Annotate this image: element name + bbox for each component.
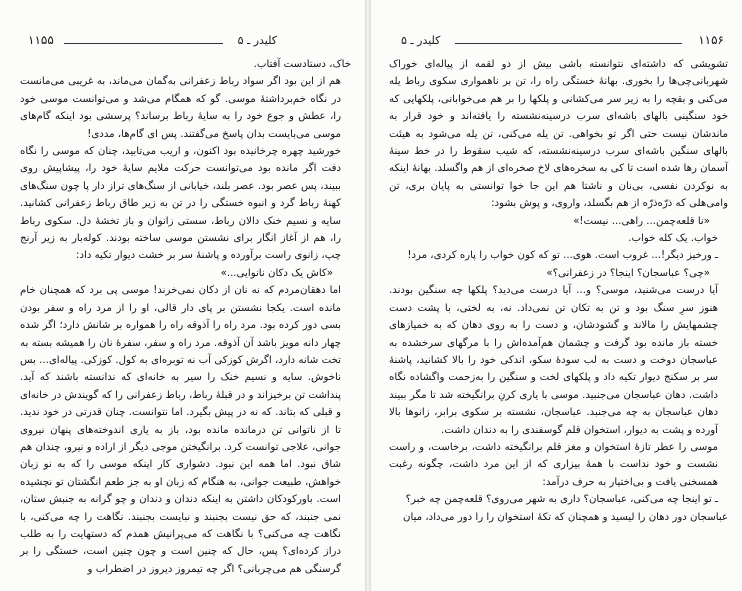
right-running-head: کلیدر ـ ۵ — [401, 34, 441, 47]
right-dialogue-line: ـ ورخیز دیگر!... غروب است. هوی... تو که کون خواب را پاره کردی، مرد! — [407, 250, 718, 262]
left-paragraph: خاک، دستادست آفتاب. — [253, 59, 351, 70]
right-paragraph: خواب. یک کله خواب. — [628, 233, 718, 245]
left-page-header — [28, 33, 351, 51]
right-quote-line: «چی؟ عباسجان؟ اینجا؟ در زعفرانی؟» — [546, 267, 710, 279]
right-page — [371, 0, 742, 591]
right-header-rule — [455, 43, 682, 44]
left-page-body — [20, 56, 351, 578]
left-paragraph: هم از این بود اگر سواد رباط زعفرانی به‌گمان می‌ماند، به غریبی می‌مانست در نگاه خم‌برداشتهٔ موسی. گو که همگام می‌شد و می‌توانست موسی خود را، عطش و جوع خود را به سایهٔ رباط برساند؟ پرسشی بود اینکه گام‌های موسی می‌بایست بدان پاسخ می‌گفتند. پس ای گام‌ها، مددی! — [20, 76, 341, 140]
left-paragraph: خورشید چهره چرخانیده بود اکنون، و اریب می‌تابید، چنان که موسی را نگاه دفت اگر مانده بود می‌توانست حرکت ملایم سایهٔ خود را، پیشاپیش روی ببیند، پس عصر بود. عصر بلند، خیابانی از سنگ‌های تراز دار پا چون سنگ‌های کهنهٔ رباط گرد و انبوه خستگی را در تن به زیر طاق رباط زعفرانی کشانید. سایه و نسیم خنک دالان رباط، سستی زانوان و باز تخشهٔ دل. سکوی رباط را، هم از آغاز انگار برای نشستن موسی ساخته بودند. کوله‌بار به زیر آرنج چپ، زانوی راست برآورده و پاشنهٔ سر بر خشت دیوار تکیه داد: — [20, 146, 341, 262]
right-page-body — [389, 56, 728, 526]
right-quote-line: «نا قلعه‌چمن... راهی... نیست!» — [573, 215, 710, 227]
right-paragraph: آیا درست می‌شنید، موسی؟ و... آیا درست می‌دید؟ پلکها چه سنگین بودند. هنوز سرِ سنگ بود و تن به تکان تن نمی‌داد. نه، به لختی، با پشت دست چشمهایش را مالاند و گشودشان، و دست را به روی دهان که به خمیازهای خسته باز مانده بود گرفت و چشمان هم‌آمده‌اش را با مرگهای سرخشده به عباسجان دوخت و دست به لب سودهٔ سکو، اندکی خود را بالا کشانید، پاشنهٔ سر بر سکنج دیوار تکیه داد و پلکهای لخت و سنگین را به‌زحمت واگشاده نگاه داشت. دهان عباسجان می‌جنبید. موسی با یاری کرنِ برانگیخته شد تا مگر ببیند دهان عباسجان به چه می‌جنبد. عباسجان، نشسته بر سکوی برابر، زانوها بالا آورده و پشت به دیوار، استخوان قلم گوسفندی را به دندان داشت. — [389, 285, 718, 436]
right-dialogue-line: ـ تو اینجا چه می‌کنی، عباسجان؟ داری به شهر می‌روی؟ قلعه‌چمن چه خبر؟ — [405, 494, 718, 506]
right-page-header — [389, 33, 724, 51]
right-paragraph: موسی را عطر تازهٔ استخوان و مغز قلم برانگیخته داشت، برخاست، و راست نشست و خود نداست با همهٔ بیزاری که از این مرد داشت، چگونه رغبت همسخنی یافت و بی‌اختیار به حرف درآمد: — [389, 441, 718, 488]
right-paragraph: عباسجان دور دهان را لیسید و همچنان که تکهٔ استخوان را را دور می‌داد، میان — [403, 511, 728, 523]
left-running-head: کلیدر ـ ۵ — [237, 34, 277, 47]
left-page — [0, 0, 365, 591]
left-page-number: ۱۱۵۵ — [28, 33, 54, 47]
right-paragraph: تشویشی که داشته‌ای نتوانسته باشی بیش از دو لقمه از پیاله‌ای خوراک شهربانی‌چی‌ها را بخوری. بهانهٔ خستگی راه را، تن بر ناهمواری سکوی رباط یله می‌کنی و بقچه را به زیر سر می‌کشانی و پلکها را بر هم می‌خوابانی، پلکهایی که خود سنگینی بالهای باشه‌ای سرب‌ درسینه‌نشسته را یافته‌اند و خود قرار به ماندشان نیست حتی اگر تو بخواهی. تن یله می‌کنی، تن یله می‌شود به هیئت بالهای سنگین باشه‌ای سرب‌ درسینه‌نشسته، که شیب سقوط را در خط سینهٔ آسمان رها شده است تا کی به سخره‌های لاخ صخره‌ای از هم واگسلد. بهانهٔ اینکه به نوکردن نفسی، بی‌نان و ناشتا هم این جا خوا توانستی به پایان بری، تن وامی‌هلی که ذرّه‌ذرّه از هم بگسلد، واروی، و پوش بشود: — [389, 59, 728, 210]
left-paragraph: اما دهقان‌مردم که نه نان از دکان نمی‌خرند! موسی پی برد که همچنان خام مانده است. یکجا نشستن بر پای دار قالی، او را از مرد راه و سفر بودن بسی دور کرده بود. مرد راه را آذوقه راه را همواره بر شانش دارد؛ اگر شده چهار دانه مویز باشد آن آذوقه. مرد راه و سفر، سفرهٔ نان را همیشه بسته به تخت شانه دارد، اگرش کوزکی آب نه توبره‌ای به کول. کوزکی. پیاله‌ای... بس ناخوش. سایه و نسیم خنک را سیر به خانه‌ای که ندانسته باشند که آید. پنداشت تن برخیزاند و در قبلهٔ رباط، رباط زعفرانی را که گویندش در خانه‌ای و قبلی که بتاند. که نه در پیش بگیرد. اما نتوانست. چنان قدرتی در خود ندید. تا از ناتوانی تن درمانده مانده بود، باز به یاری اندوخته‌های پنهان نیروی جوانی، علاجی توانست کرد. برانگیختن موجی دیگر از اراده و نیرو، چندان هم شاق نبود. اما همه این نبود. دشواری کار اینکه موسی را که به نو زبان خواهش، طبیعت جوانی، به هنگام که زبان او به جز طعم انگشتان تو نچشیده است. باورکودکان داشتن به اینکه دندان و دندان و چو گرانه به جنبش ستان، نمی جنبند، که حق نیست بجنبند و نبایست بجنبند. نگاهت را چه می‌کنی، با نگاهت چه می‌کنی؟ با نگاهت که می‌پرانیش همدم که دستهایت را به طلب دراز کرده‌ای؟ پس، حال که چنین است و چون چنین است، خستگی را بر گرسنگی هم می‌چربانی؟ اگر چه تیمروز دیروز در اضطراب و — [20, 285, 341, 575]
right-page-number: ۱۱۵۶ — [698, 33, 724, 47]
left-quote-line: «کاش یک دکان نانوایی...» — [220, 267, 333, 279]
left-header-rule — [64, 43, 223, 44]
